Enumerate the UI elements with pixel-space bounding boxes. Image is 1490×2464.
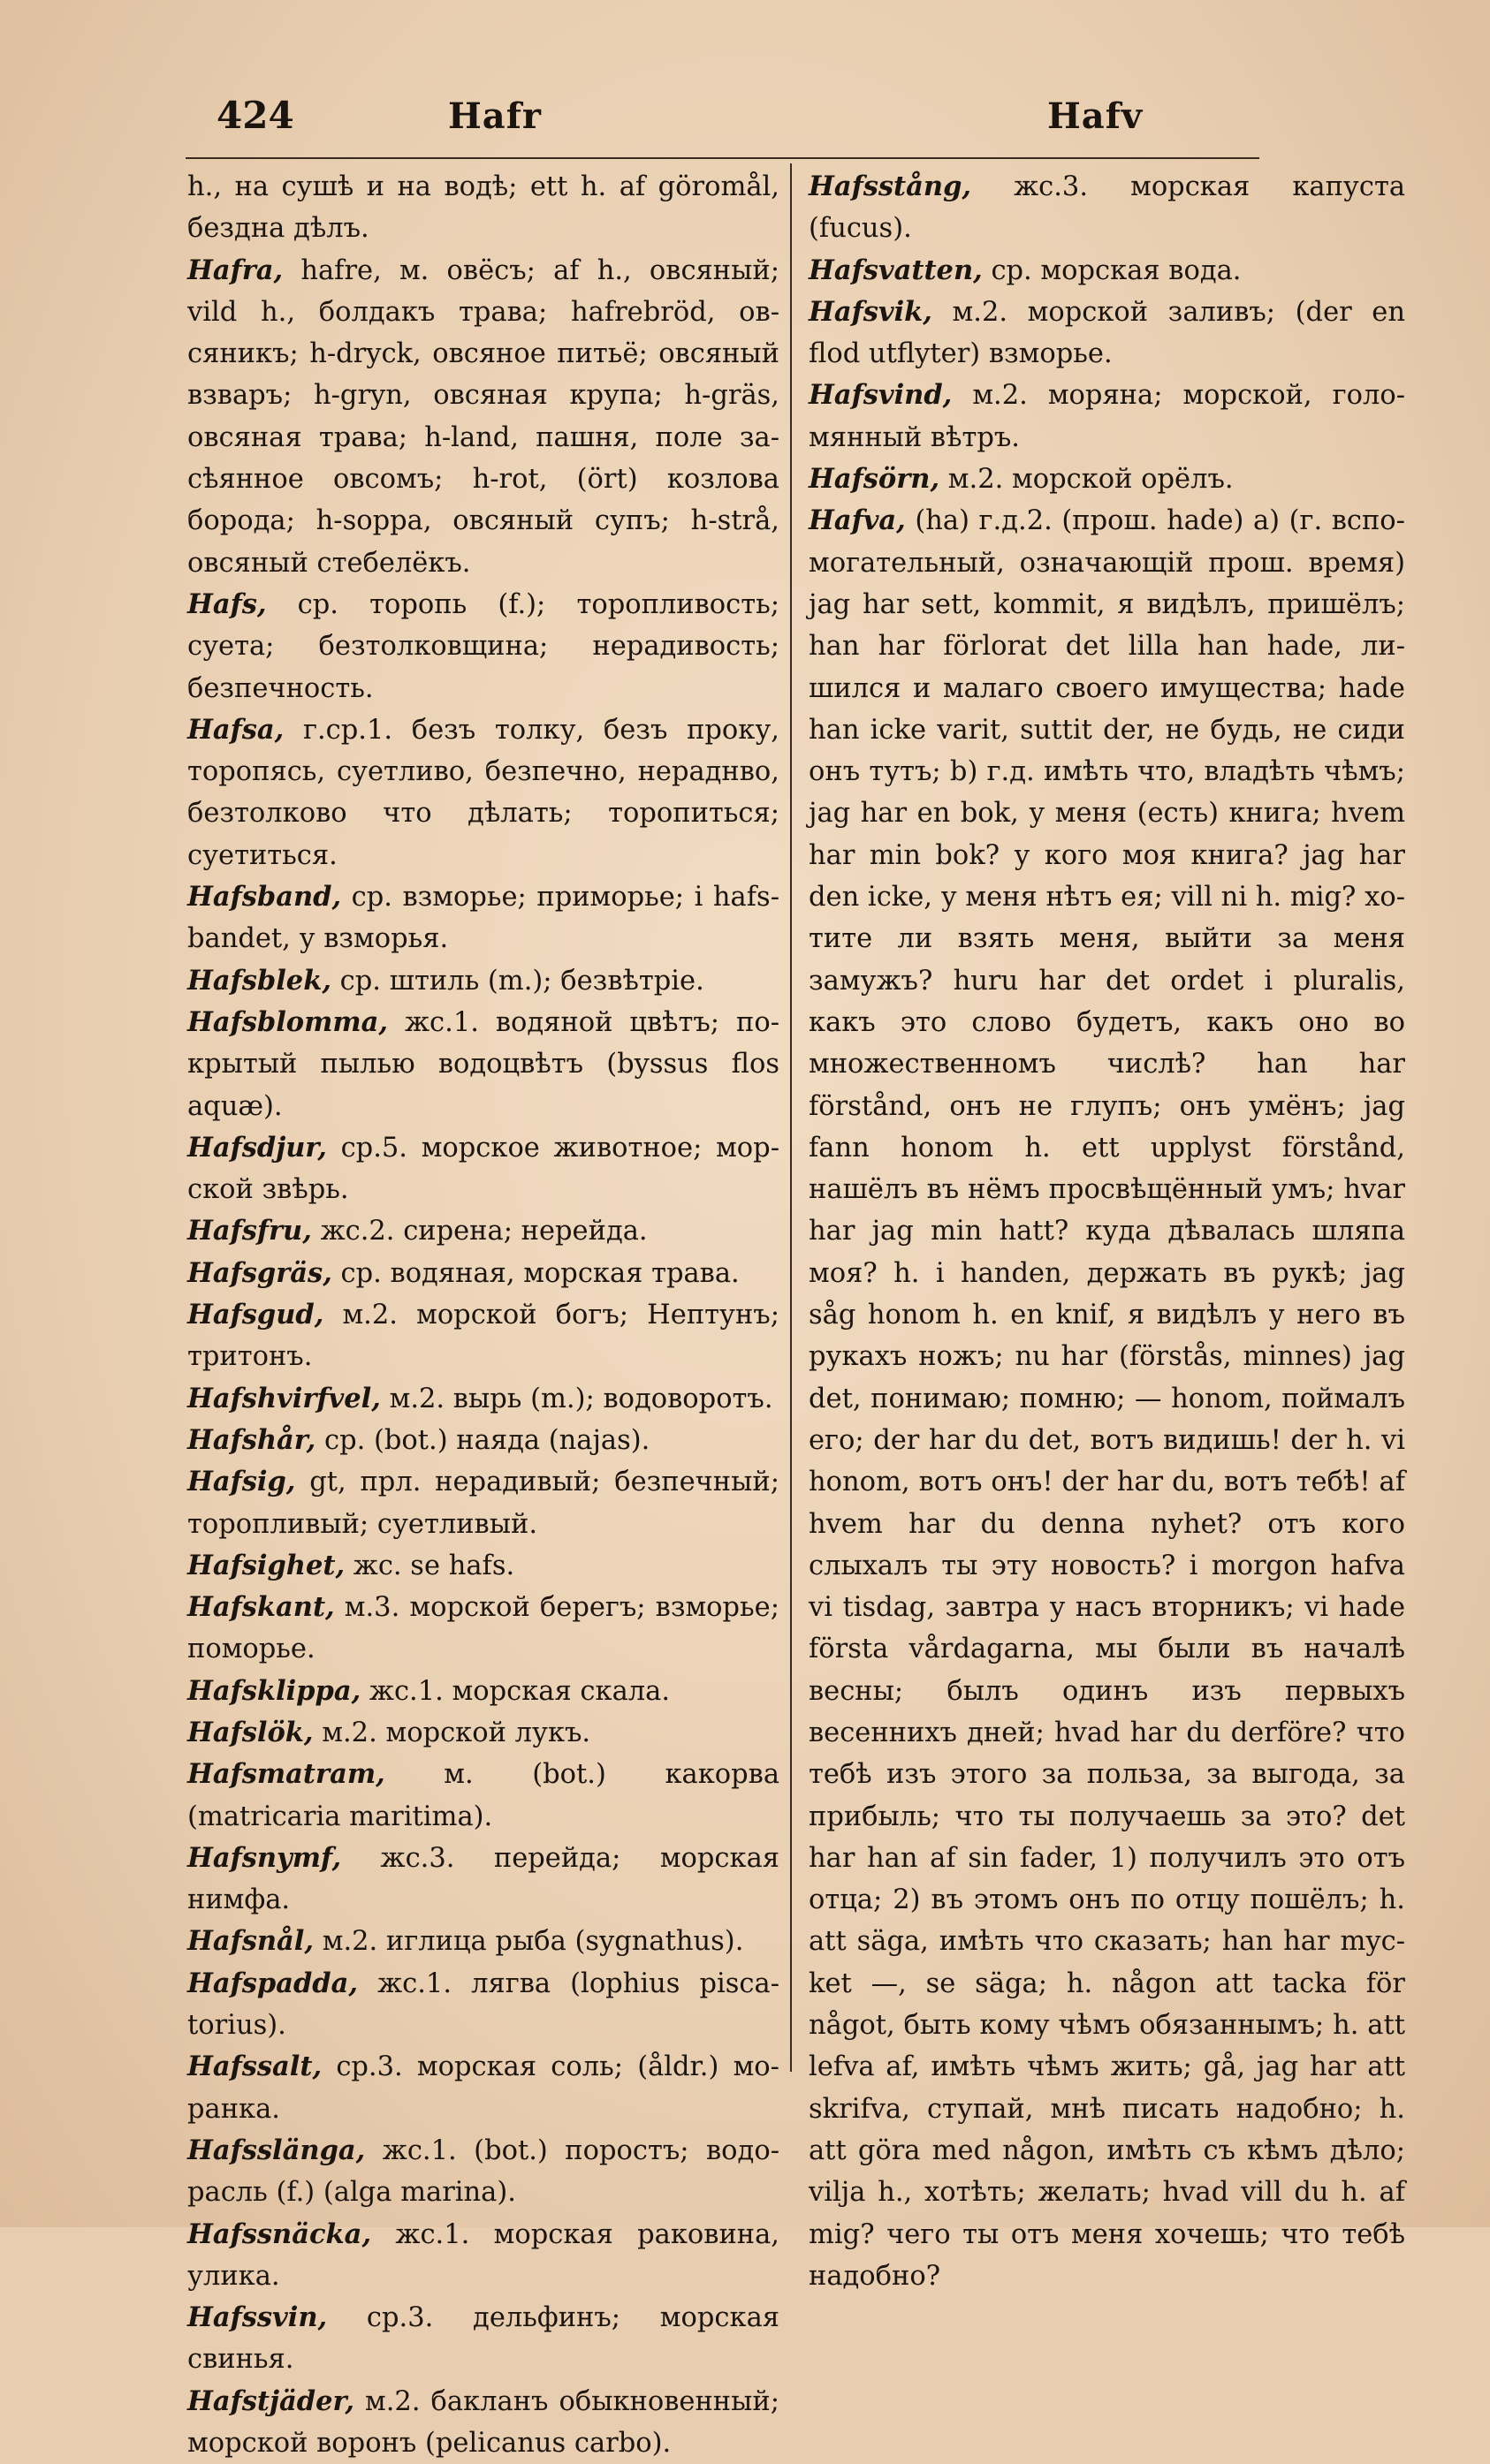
- entry-headword: Hafra,: [187, 254, 284, 286]
- entry-headword: Hafssalt,: [187, 2051, 323, 2083]
- entry-headword: Hafsa,: [187, 713, 285, 746]
- entry-headword: Hafsvik,: [809, 295, 932, 328]
- dictionary-entry: [187, 166, 779, 250]
- dictionary-entry: [809, 250, 1405, 292]
- page-header: [181, 88, 1268, 141]
- dictionary-entry: [809, 166, 1405, 250]
- entry-definition: м.2. бакланъ обыкновенный; морской воронъ (pelicanus carbo).: [187, 2385, 779, 2460]
- dictionary-entry: [187, 2381, 779, 2464]
- dictionary-entry: [187, 1587, 779, 1671]
- dictionary-entry: [187, 1420, 779, 1461]
- entry-headword: Hafsgud,: [187, 1299, 324, 1331]
- dictionary-entry: [187, 2130, 779, 2214]
- entry-headword: Hafva,: [809, 504, 906, 537]
- entry-headword: Hafsörn,: [809, 463, 940, 496]
- entry-definition: г.ср.1. безъ толку, безъ проку, торопясь, суетливо, безпечно, нераднво, безтолково что дѣлать; торопиться; суетиться.: [187, 714, 779, 871]
- dictionary-entry: [187, 1002, 779, 1127]
- entry-headword: Hafsvatten,: [809, 254, 983, 286]
- dictionary-entry: [187, 1294, 779, 1378]
- dictionary-entry: [187, 1921, 779, 1962]
- entry-definition: м.2. морской богъ; Нептунъ; тритонъ.: [187, 1300, 779, 1373]
- entry-headword: Hafsnål,: [187, 1925, 315, 1958]
- entry-definition: ср. (bot.) наяда (najas).: [323, 1424, 650, 1456]
- entry-headword: Hafsfru,: [187, 1215, 312, 1247]
- entry-definition: м.2. морской орёлъ.: [947, 464, 1234, 496]
- dictionary-entry: [187, 1127, 779, 1211]
- right-column: [809, 166, 1405, 2297]
- entry-definition: ср. штиль (m.); безвѣтріе.: [339, 965, 704, 997]
- entry-definition: ср.5. морское животное; морской звѣрь.: [187, 1132, 779, 1206]
- entry-headword: Hafsblomma,: [187, 1005, 389, 1038]
- entry-definition: ср.3. дельфинъ; морская свинья.: [187, 2302, 779, 2376]
- dictionary-entry: [187, 2297, 779, 2381]
- dictionary-entry: [187, 709, 779, 876]
- entry-headword: Hafs,: [187, 588, 267, 620]
- entry-definition: м.2. вырь (m.); водоворотъ.: [389, 1383, 773, 1414]
- entry-definition: м. (bot.) какорва (matricaria maritima).: [187, 1759, 779, 1832]
- page-number: 424: [217, 94, 294, 137]
- entry-definition: жс. se hafs.: [353, 1550, 515, 1581]
- entry-headword: Hafskant,: [187, 1591, 335, 1624]
- entry-definition: жс.1. морская скала.: [369, 1675, 671, 1707]
- entry-headword: Hafssnäcka,: [187, 2218, 372, 2250]
- entry-headword: Hafsstång,: [809, 171, 972, 202]
- entry-headword: Hafsnymf,: [187, 1841, 342, 1874]
- entry-definition: жс.1. водяной цвѣтъ; покрытый пылью водоцвѣтъ (byssus flos aquæ).: [187, 1006, 779, 1122]
- entry-definition: жс.1. лягва (lophius piscatorius).: [187, 1967, 779, 2042]
- dictionary-entry: [809, 459, 1405, 500]
- entry-definition: жс.3. перейда; морская нимфа.: [187, 1842, 779, 1916]
- entry-headword: Hafshvirfvel,: [187, 1382, 381, 1414]
- dictionary-entry: [187, 1378, 779, 1420]
- entry-definition: ср. водяная, морская трава.: [340, 1257, 740, 1289]
- entry-headword: Hafsklippa,: [187, 1674, 361, 1707]
- entry-definition: (ha) г.д.2. (прош. hade) a) (г. вспомогательный, означающій прош. время) jag har sett, kommit, я видѣлъ, пришёлъ; han har förlorat det lilla han hade, лишился и малаго своего имущества; hade han icke varit, suttit der, не будь, не сиди онъ тутъ; b) г.д. имѣть что, владѣть чѣмъ; jag har en bok, у меня (есть) книга; hvem har min bok? у кого моя книга? jag har den icke, у меня нѣтъ ея; vill ni h. mig? хотите ли взять меня, выйти за меня замужъ? huru har det ordet i pluralis, какъ это слово будетъ, какъ оно во множественномъ числѣ? han har förstånd, онъ не глупъ; онъ умёнъ; jag fann honom h. ett upplyst förstånd, нашёлъ въ нёмъ просвѣщённый умъ; hvar har jag min hatt? куда дѣвалась шляпа моя? h. i handen, держать въ рукѣ; jag såg honom h. en knif, я видѣлъ у него въ рукахъ ножъ; nu har (förstås, minnes) jag det, понимаю; помню; — honom, поймалъ его; der har du det, вотъ видишь! der h. vi honom, вотъ онъ! der har du, вотъ тебѣ! af hvem har du denna nyhet? отъ кого слыхалъ ты эту новость? i morgon hafva vi tisdag, завтра у насъ вторникъ; vi hade första vårdagarna, мы были въ началѣ весны; былъ одинъ изъ первыхъ весеннихъ дней; hvad har du derföre? что тебѣ изъ этого за польза, за выгода, за прибыль; что ты получаешь за это? det har han af sin fader, 1) получилъ это отъ отца; 2) въ этомъ онъ по отцу пошёлъ; h. att säga, имѣть что сказать; han har mycket —, se säga; h. någon att tacka för något, быть кому чѣмъ обязаннымъ; h. att lefva af, имѣть чѣмъ жить; gå, jag har att skrifva, ступай, мнѣ писать надобно; h. att göra med någon, имѣть съ кѣмъ дѣло; vilja h., хотѣть; желать; hvad vill du h. af mig? чего ты отъ меня хочешь; что тебѣ надобно?: [809, 505, 1405, 2292]
- entry-headword: Hafsig,: [187, 1466, 296, 1498]
- entry-definition: м.3. морской берегъ; взморье; поморье.: [187, 1592, 779, 1665]
- dictionary-entry: [187, 584, 779, 709]
- dictionary-entry: [809, 500, 1405, 2297]
- entry-definition: жс.1. морская раковина, улика.: [187, 2218, 779, 2292]
- entry-headword: Hafsband,: [187, 881, 342, 914]
- entry-headword: Hafsdjur,: [187, 1131, 327, 1164]
- entry-headword: Hafsmatram,: [187, 1758, 385, 1791]
- dictionary-entry: [187, 250, 779, 584]
- dictionary-entry: [809, 292, 1405, 375]
- dictionary-entry: [187, 960, 779, 1002]
- entry-definition: ср.3. морская соль; (åldr.) моранка.: [187, 2051, 779, 2125]
- entry-definition: h., на сушѣ и на водѣ; ett h. af göromål, бездна дѣлъ.: [187, 171, 779, 245]
- entry-headword: Hafsgräs,: [187, 1256, 332, 1289]
- entry-headword: Hafslök,: [187, 1716, 314, 1748]
- dictionary-entry: [809, 375, 1405, 459]
- entry-headword: Hafspadda,: [187, 1967, 358, 1999]
- entry-headword: Hafsblek,: [187, 964, 331, 997]
- entry-headword: Hafsslänga,: [187, 2134, 366, 2166]
- left-guide-word: Hafr: [448, 95, 542, 137]
- dictionary-entry: [187, 1963, 779, 2047]
- dictionary-entry: [187, 1253, 779, 1294]
- dictionary-entry: [187, 1838, 779, 1922]
- entry-headword: Hafsvind,: [809, 379, 953, 412]
- dictionary-entry: [187, 1461, 779, 1545]
- dictionary-entry: [187, 1210, 779, 1252]
- dictionary-entry: [187, 1671, 779, 1712]
- entry-definition: жс.2. сирена; нерейда.: [320, 1216, 648, 1247]
- entry-definition: ср. взморье; приморье; i hafsbandet, у взморья.: [187, 882, 779, 955]
- entry-definition: жс.1. (bot.) поростъ; водорасль (f.) (alga marina).: [187, 2134, 779, 2209]
- entry-headword: Hafshår,: [187, 1423, 316, 1456]
- entry-definition: м.2. морской заливъ; (der en flod utflyter) взморье.: [809, 296, 1405, 370]
- dictionary-entry: [187, 876, 779, 960]
- left-column: [187, 166, 779, 2464]
- entry-definition: м.2. моряна; морской, голомянный вѣтръ.: [809, 380, 1405, 453]
- dictionary-entry: [187, 1754, 779, 1838]
- entry-definition: hafre, м. овёсъ; af h., овсяный; vild h., болдакъ трава; hafrebröd, овсяникъ; h-dryck, овсяное питьё; овсяный взваръ; h-gryn, овсяная крупа; h-gräs, овсяная трава; h-land, пашня, поле засѣянное овсомъ; h-rot, (ört) козлова борода; h-soppa, овсяный супъ; h-strå, овсяный стебелёкъ.: [187, 254, 779, 579]
- entry-headword: Hafssvin,: [187, 2301, 328, 2334]
- dictionary-entry: [187, 1712, 779, 1754]
- dictionary-entry: [187, 2046, 779, 2130]
- entry-definition: gt, прл. нерадивый; безпечный; торопливый; суетливый.: [187, 1467, 779, 1540]
- entry-definition: м.2. иглица рыба (sygnathus).: [322, 1926, 744, 1958]
- entry-definition: м.2. морской лукъ.: [322, 1717, 591, 1748]
- entry-definition: ср. торопь (f.); торопливость; суета; безтолковщина; нерадивость; безпечность.: [187, 588, 780, 704]
- column-divider: [790, 163, 792, 2072]
- entry-definition: ср. морская вода.: [991, 254, 1242, 286]
- header-rule: [186, 157, 1259, 159]
- entry-headword: Hafsighet,: [187, 1549, 346, 1581]
- right-guide-word: Hafv: [1047, 95, 1144, 137]
- entry-definition: жс.3. морская капуста (fucus).: [809, 171, 1405, 245]
- dictionary-entry: [187, 2214, 779, 2298]
- entry-headword: Hafstjäder,: [187, 2384, 354, 2417]
- dictionary-entry: [187, 1545, 779, 1587]
